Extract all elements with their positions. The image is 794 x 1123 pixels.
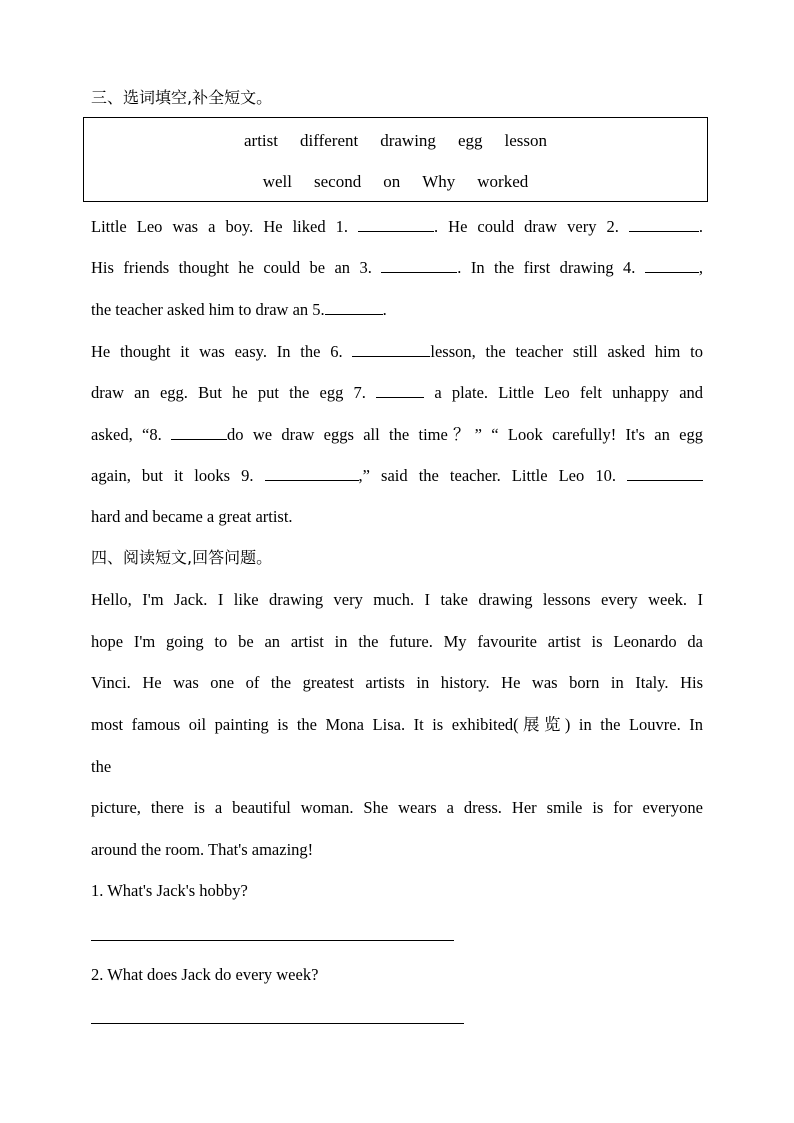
passage-text: do we draw eggs all the time？” “ Look carefully! It's an egg <box>227 425 703 444</box>
reading-line: picture, there is a beautiful woman. She wears a dress. Her smile is for everyone <box>91 798 703 817</box>
blank-2[interactable] <box>629 215 699 232</box>
passage-text: ,” said the teacher. Little Leo 10. <box>358 466 616 485</box>
question-1: 1. What's Jack's hobby? <box>91 881 248 900</box>
answer-line-2[interactable] <box>91 1023 464 1024</box>
passage-line: Little Leo was a boy. He liked 1. . He could draw very 2. . <box>91 217 703 236</box>
passage-line <box>91 423 703 446</box>
blank-6[interactable] <box>352 340 430 357</box>
word-bank-item: worked <box>477 172 529 191</box>
passage-line <box>91 464 703 487</box>
word-bank-item: different <box>300 131 359 150</box>
passage-line: the teacher asked him to draw an 5. . <box>91 300 387 319</box>
blank-5[interactable] <box>325 298 383 315</box>
passage-text: He thought it was easy. In the 6. <box>91 342 343 361</box>
blank-8[interactable] <box>171 423 227 440</box>
blank-3[interactable] <box>381 256 457 273</box>
passage-text: a plate. Little Leo felt unhappy and <box>434 383 703 402</box>
passage-text: His friends thought he could be an 3. <box>91 258 372 277</box>
blank-9[interactable] <box>265 464 359 481</box>
passage-line <box>91 506 703 528</box>
section-4-heading: 四、阅读短文,回答问题。 <box>91 548 273 567</box>
word-bank-item: on <box>383 172 401 191</box>
passage-line <box>91 340 703 363</box>
reading-line: the <box>91 757 112 776</box>
word-bank-item: egg <box>457 131 483 150</box>
passage-line: His friends thought he could be an 3. . In the first drawing 4. , <box>91 258 703 277</box>
passage-text: Little Leo was a boy. He liked 1. <box>91 217 348 236</box>
word-bank-item: second <box>314 172 362 191</box>
blank-7[interactable] <box>376 381 424 398</box>
reading-line: hope I'm going to be an artist in the future. My favourite artist is Leonardo da <box>91 632 703 651</box>
word-bank-row-2 <box>84 172 707 192</box>
passage-text: . In the first drawing 4. <box>457 258 636 277</box>
word-bank-item: lesson <box>504 131 547 150</box>
passage-text: the teacher asked him to draw an 5. <box>91 300 325 319</box>
word-bank-item: artist <box>244 131 278 150</box>
passage-text: asked, “8. <box>91 425 162 444</box>
section-3-heading: 三、选词填空,补全短文。 <box>91 88 273 107</box>
blank-1[interactable] <box>358 215 434 232</box>
reading-line: around the room. That's amazing! <box>91 840 314 859</box>
blank-10[interactable] <box>627 464 703 481</box>
word-bank-box <box>83 117 708 202</box>
reading-line: Hello, I'm Jack. I like drawing very much. I take drawing lessons every week. I <box>91 590 703 609</box>
passage-text: . He could draw very 2. <box>434 217 619 236</box>
passage-text: draw an egg. But he put the egg 7. <box>91 383 366 402</box>
passage-line <box>91 381 703 404</box>
word-bank-item: drawing <box>380 131 436 150</box>
blank-4[interactable] <box>645 256 699 273</box>
word-bank-row-1 <box>84 131 707 151</box>
answer-line-1[interactable] <box>91 940 454 941</box>
reading-line: most famous oil painting is the Mona Lisa. It is exhibited(展览) in the Louvre. In <box>91 715 703 734</box>
word-bank-item: Why <box>422 172 456 191</box>
word-bank-item: well <box>262 172 293 191</box>
passage-text: hard and became a great artist. <box>91 507 293 526</box>
passage-text: again, but it looks 9. <box>91 466 254 485</box>
passage-text: lesson, the teacher still asked him to <box>430 342 703 361</box>
reading-line: Vinci. He was one of the greatest artists in history. He was born in Italy. His <box>91 673 703 692</box>
question-2: 2. What does Jack do every week? <box>91 965 319 984</box>
